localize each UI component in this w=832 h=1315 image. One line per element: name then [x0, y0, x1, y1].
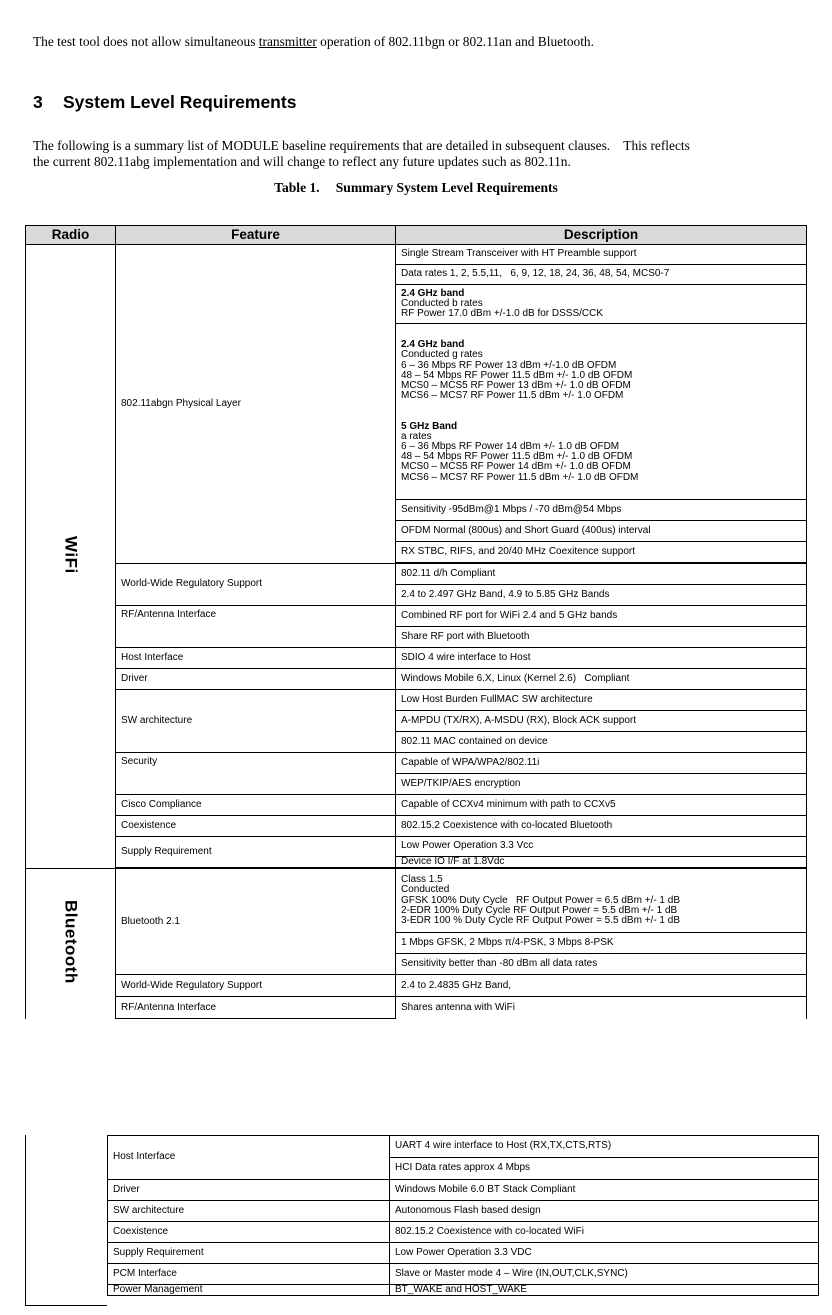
- description-cell: Slave or Master mode 4 – Wire (IN,OUT,CLK,SYNC): [390, 1264, 819, 1285]
- description-cell: Device IO I/F at 1.8Vdc: [396, 857, 807, 868]
- description-cell: Low Power Operation 3.3 VDC: [390, 1243, 819, 1264]
- table-caption: [0, 180, 832, 196]
- description-cell: 2.4 to 2.4835 GHz Band,: [396, 975, 807, 997]
- feature-cell: World-Wide Regulatory Support: [116, 975, 396, 997]
- table-row: [26, 975, 807, 997]
- table-continuation-left-border: [25, 1135, 26, 1305]
- description-cell: Sensitivity better than -80 dBm all data rates: [396, 954, 807, 975]
- table-row: [108, 1136, 819, 1158]
- radio-group-bluetooth: [26, 869, 116, 1019]
- radio-group-label: Bluetooth: [61, 900, 81, 985]
- intro-text-before: The test tool does not allow simultaneous: [33, 34, 259, 49]
- summary-paragraph: [33, 138, 808, 169]
- feature-cell: SW architecture: [108, 1201, 390, 1222]
- feature-cell: Driver: [116, 669, 396, 690]
- description-line: 2.4 GHz band: [401, 287, 465, 299]
- radio-group-label: WiFi: [61, 536, 81, 574]
- requirements-table-continued: [107, 1135, 819, 1296]
- description-cell: 802.11 d/h Compliant: [396, 564, 807, 585]
- feature-cell: Supply Requirement: [116, 837, 396, 868]
- feature-cell: Coexistence: [108, 1222, 390, 1243]
- table-row: [26, 669, 807, 690]
- description-line: MCS6 – MCS7 RF Power 11.5 dBm +/- 1.0 OFDM: [401, 390, 624, 402]
- description-cell: [396, 324, 807, 500]
- description-cell: BT_WAKE and HOST_WAKE: [390, 1285, 819, 1296]
- description-line: Conducted g rates: [401, 349, 483, 361]
- table-row: [108, 1285, 819, 1296]
- table-row: [108, 1201, 819, 1222]
- table-row: [108, 1243, 819, 1264]
- table-caption-title: Summary System Level Requirements: [335, 180, 558, 195]
- description-cell: 802.11 MAC contained on device: [396, 732, 807, 753]
- description-cell: OFDM Normal (800us) and Short Guard (400us) interval: [396, 521, 807, 542]
- header-feature: Feature: [116, 226, 396, 245]
- description-line: a rates: [401, 430, 432, 442]
- description-cell: [396, 285, 807, 324]
- table-row: [26, 795, 807, 816]
- description-cell: [396, 869, 807, 933]
- feature-cell: PCM Interface: [108, 1264, 390, 1285]
- feature-cell: Supply Requirement: [108, 1243, 390, 1264]
- description-cell: Windows Mobile 6.0 BT Stack Compliant: [390, 1180, 819, 1201]
- section-title: System Level Requirements: [63, 92, 297, 112]
- requirements-table: [25, 225, 807, 1019]
- description-cell: Windows Mobile 6.X, Linux (Kernel 2.6) Compliant: [396, 669, 807, 690]
- feature-cell: Power Management: [108, 1285, 390, 1296]
- description-cell: 1 Mbps GFSK, 2 Mbps π/4-PSK, 3 Mbps 8-PSK: [396, 933, 807, 954]
- feature-cell: Security: [116, 753, 396, 795]
- description-cell: Combined RF port for WiFi 2.4 and 5 GHz bands: [396, 606, 807, 627]
- description-cell: HCI Data rates approx 4 Mbps: [390, 1158, 819, 1180]
- table-row: [26, 245, 807, 265]
- description-cell: Data rates 1, 2, 5.5,11, 6, 9, 12, 18, 24, 36, 48, 54, MCS0-7: [396, 265, 807, 285]
- table-row: [26, 816, 807, 837]
- description-cell: 802.15.2 Coexistence with co-located Bluetooth: [396, 816, 807, 837]
- description-line: 48 – 54 Mbps RF Power 11.5 dBm +/- 1.0 dB OFDM: [401, 369, 633, 381]
- table-row: [26, 690, 807, 711]
- description-cell: Shares antenna with WiFi: [396, 997, 807, 1019]
- description-cell: Share RF port with Bluetooth: [396, 627, 807, 648]
- summary-line-2: the current 802.11abg implementation and will change to reflect any future updates such as 802.11n.: [33, 153, 571, 169]
- feature-cell: Bluetooth 2.1: [116, 869, 396, 975]
- description-line: 3-EDR 100 % Duty Cycle RF Output Power = 5.5 dBm +/- 1 dB: [401, 915, 681, 926]
- description-cell: Capable of WPA/WPA2/802.11i: [396, 753, 807, 774]
- description-cell: Sensitivity -95dBm@1 Mbps / -70 dBm@54 Mbps: [396, 500, 807, 521]
- description-line: MCS0 – MCS5 RF Power 14 dBm +/- 1.0 dB OFDM: [401, 461, 631, 473]
- description-line: 5 GHz Band: [401, 420, 458, 432]
- feature-cell: RF/Antenna Interface: [116, 997, 396, 1019]
- table-row: [108, 1180, 819, 1201]
- description-cell: SDIO 4 wire interface to Host: [396, 648, 807, 669]
- intro-text-after: operation of 802.11bgn or 802.11an and Bluetooth.: [316, 34, 594, 49]
- table-continuation-bottom-border: [25, 1305, 107, 1306]
- section-heading: [33, 92, 296, 113]
- radio-group-wifi: [26, 245, 116, 869]
- description-line: 6 – 36 Mbps RF Power 13 dBm +/-1.0 dB OFDM: [401, 359, 617, 371]
- feature-cell: 802.11abgn Physical Layer: [116, 245, 396, 564]
- description-line: 6 – 36 Mbps RF Power 14 dBm +/- 1.0 dB OFDM: [401, 440, 620, 452]
- table-header-row: [26, 226, 807, 245]
- intro-underlined-word: transmitter: [258, 34, 317, 49]
- description-line: MCS0 – MCS5 RF Power 13 dBm +/- 1.0 dB OFDM: [401, 380, 631, 392]
- description-cell: A-MPDU (TX/RX), A-MSDU (RX), Block ACK support: [396, 711, 807, 732]
- table-row: [26, 997, 807, 1019]
- table-row: [26, 606, 807, 627]
- feature-cell: Host Interface: [108, 1136, 390, 1180]
- description-line: 48 – 54 Mbps RF Power 11.5 dBm +/- 1.0 dB OFDM: [401, 451, 633, 463]
- feature-cell: Coexistence: [116, 816, 396, 837]
- table-row: [108, 1222, 819, 1243]
- header-description: Description: [396, 226, 807, 245]
- table-row: [26, 869, 807, 933]
- description-cell: UART 4 wire interface to Host (RX,TX,CTS,RTS): [390, 1136, 819, 1158]
- feature-cell: Cisco Compliance: [116, 795, 396, 816]
- feature-cell: Host Interface: [116, 648, 396, 669]
- description-line: 2.4 GHz band: [401, 339, 465, 351]
- table-row: [26, 837, 807, 857]
- description-line: GFSK 100% Duty Cycle RF Output Power = 6.5 dBm +/- 1 dB: [401, 894, 681, 906]
- summary-line-1: The following is a summary list of MODULE baseline requirements that are detailed in subsequent clauses. This reflects: [33, 138, 690, 153]
- header-radio: Radio: [26, 226, 116, 245]
- description-cell: Low Host Burden FullMAC SW architecture: [396, 690, 807, 711]
- feature-cell: SW architecture: [116, 690, 396, 753]
- description-line: 2-EDR 100% Duty Cycle RF Output Power = 5.5 dBm +/- 1 dB: [401, 904, 678, 916]
- description-cell: Low Power Operation 3.3 Vcc: [396, 837, 807, 857]
- intro-paragraph: [33, 33, 813, 51]
- table-row: [26, 564, 807, 585]
- table-caption-label: Table 1.: [274, 180, 320, 195]
- description-cell: RX STBC, RIFS, and 20/40 MHz Coexitence support: [396, 542, 807, 563]
- description-line: RF Power 17.0 dBm +/-1.0 dB for DSSS/CCK: [401, 308, 604, 320]
- table-row: [108, 1264, 819, 1285]
- description-cell: Capable of CCXv4 minimum with path to CCXv5: [396, 795, 807, 816]
- section-number: 3: [33, 92, 43, 112]
- description-cell: 2.4 to 2.497 GHz Band, 4.9 to 5.85 GHz Bands: [396, 585, 807, 606]
- description-line: Conducted b rates: [401, 297, 483, 309]
- feature-cell: World-Wide Regulatory Support: [116, 564, 396, 606]
- description-line: Conducted: [401, 884, 450, 896]
- description-cell: 802.15.2 Coexistence with co-located WiFi: [390, 1222, 819, 1243]
- description-cell: WEP/TKIP/AES encryption: [396, 774, 807, 795]
- description-line: Class 1.5: [401, 874, 443, 886]
- feature-cell: RF/Antenna Interface: [116, 606, 396, 648]
- table-row: [26, 753, 807, 774]
- table-row: [26, 648, 807, 669]
- description-cell: Autonomous Flash based design: [390, 1201, 819, 1222]
- description-line: MCS6 – MCS7 RF Power 11.5 dBm +/- 1.0 dB OFDM: [401, 471, 639, 483]
- description-cell: Single Stream Transceiver with HT Preamble support: [396, 245, 807, 265]
- feature-cell: Driver: [108, 1180, 390, 1201]
